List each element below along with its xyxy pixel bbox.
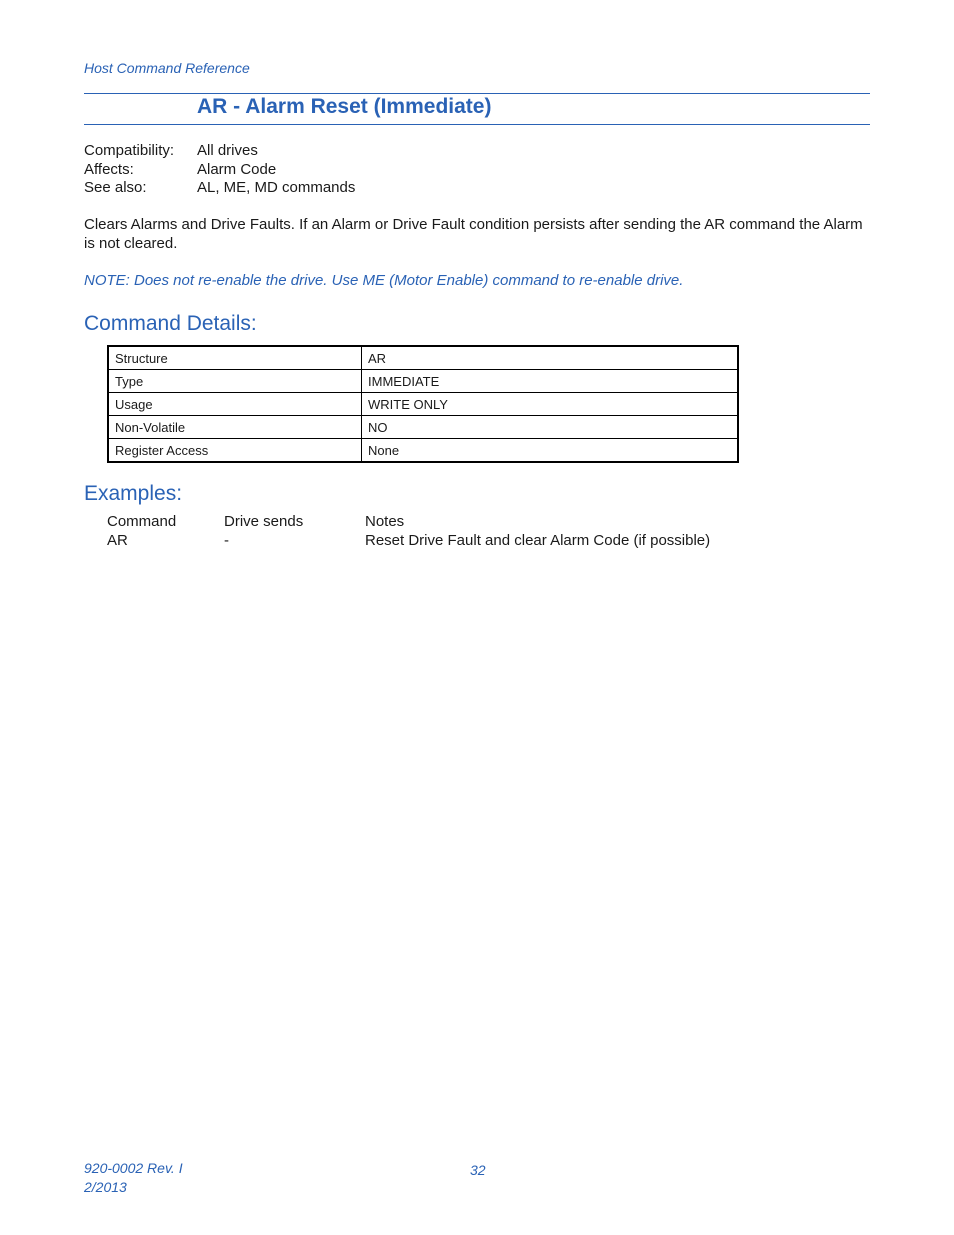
- description: Clears Alarms and Drive Faults. If an Alarm or Drive Fault condition persists after sending the AR command the Alarm is not cleared.: [84, 216, 863, 252]
- meta-row-see-also: [84, 179, 355, 198]
- meta-key: Compatibility:: [84, 142, 175, 159]
- footer-page-number: 32: [470, 1162, 486, 1178]
- examples-table: [107, 513, 710, 550]
- meta-value: AL, ME, MD commands: [197, 179, 356, 196]
- table-cell-value: WRITE ONLY: [362, 393, 739, 416]
- table-row: [108, 370, 738, 393]
- command-details-table: [107, 345, 739, 463]
- table-row: [108, 416, 738, 439]
- title-rule-top: [84, 93, 870, 94]
- table-row: [108, 346, 738, 370]
- example-drive-sends: -: [224, 531, 229, 549]
- meta-row-compatibility: [84, 142, 355, 161]
- example-command: AR: [107, 531, 128, 549]
- meta-row-affects: [84, 161, 355, 180]
- command-meta: [84, 142, 355, 198]
- examples-column-header: Notes: [365, 513, 405, 530]
- title-rule-bottom: [84, 124, 870, 125]
- examples-column-header: Drive sends: [224, 513, 304, 530]
- table-cell-label: Usage: [108, 393, 362, 416]
- table-cell-value: IMMEDIATE: [362, 370, 739, 393]
- table-cell-value: AR: [362, 346, 739, 370]
- meta-value: Alarm Code: [197, 160, 277, 178]
- table-cell-label: Register Access: [108, 439, 362, 463]
- table-cell-label: Type: [108, 370, 362, 393]
- page-title: AR - Alarm Reset (Immediate): [197, 95, 492, 118]
- examples-column-header: Command: [107, 513, 177, 530]
- table-cell-label: Structure: [108, 346, 362, 370]
- examples-header-row: [107, 513, 710, 532]
- examples-row: [107, 532, 710, 551]
- command-details-heading: Command Details:: [84, 312, 257, 335]
- meta-value: All drives: [197, 142, 258, 159]
- table-cell-value: None: [362, 439, 739, 463]
- meta-key: See also:: [84, 179, 147, 196]
- note: NOTE: Does not re-enable the drive. Use ME (Motor Enable) command to re-enable drive.: [84, 272, 684, 289]
- table-cell-label: Non-Volatile: [108, 416, 362, 439]
- meta-key: Affects:: [84, 160, 134, 178]
- table-row: [108, 393, 738, 416]
- footer-doc-info: [84, 1159, 183, 1197]
- running-header: Host Command Reference: [84, 60, 250, 76]
- example-notes: Reset Drive Fault and clear Alarm Code (if possible): [365, 531, 711, 549]
- footer-doc-number: 920-0002 Rev. I: [84, 1160, 183, 1176]
- table-row: [108, 439, 738, 463]
- examples-heading: Examples:: [84, 482, 183, 505]
- footer-date: 2/2013: [84, 1179, 127, 1195]
- table-cell-value: NO: [362, 416, 739, 439]
